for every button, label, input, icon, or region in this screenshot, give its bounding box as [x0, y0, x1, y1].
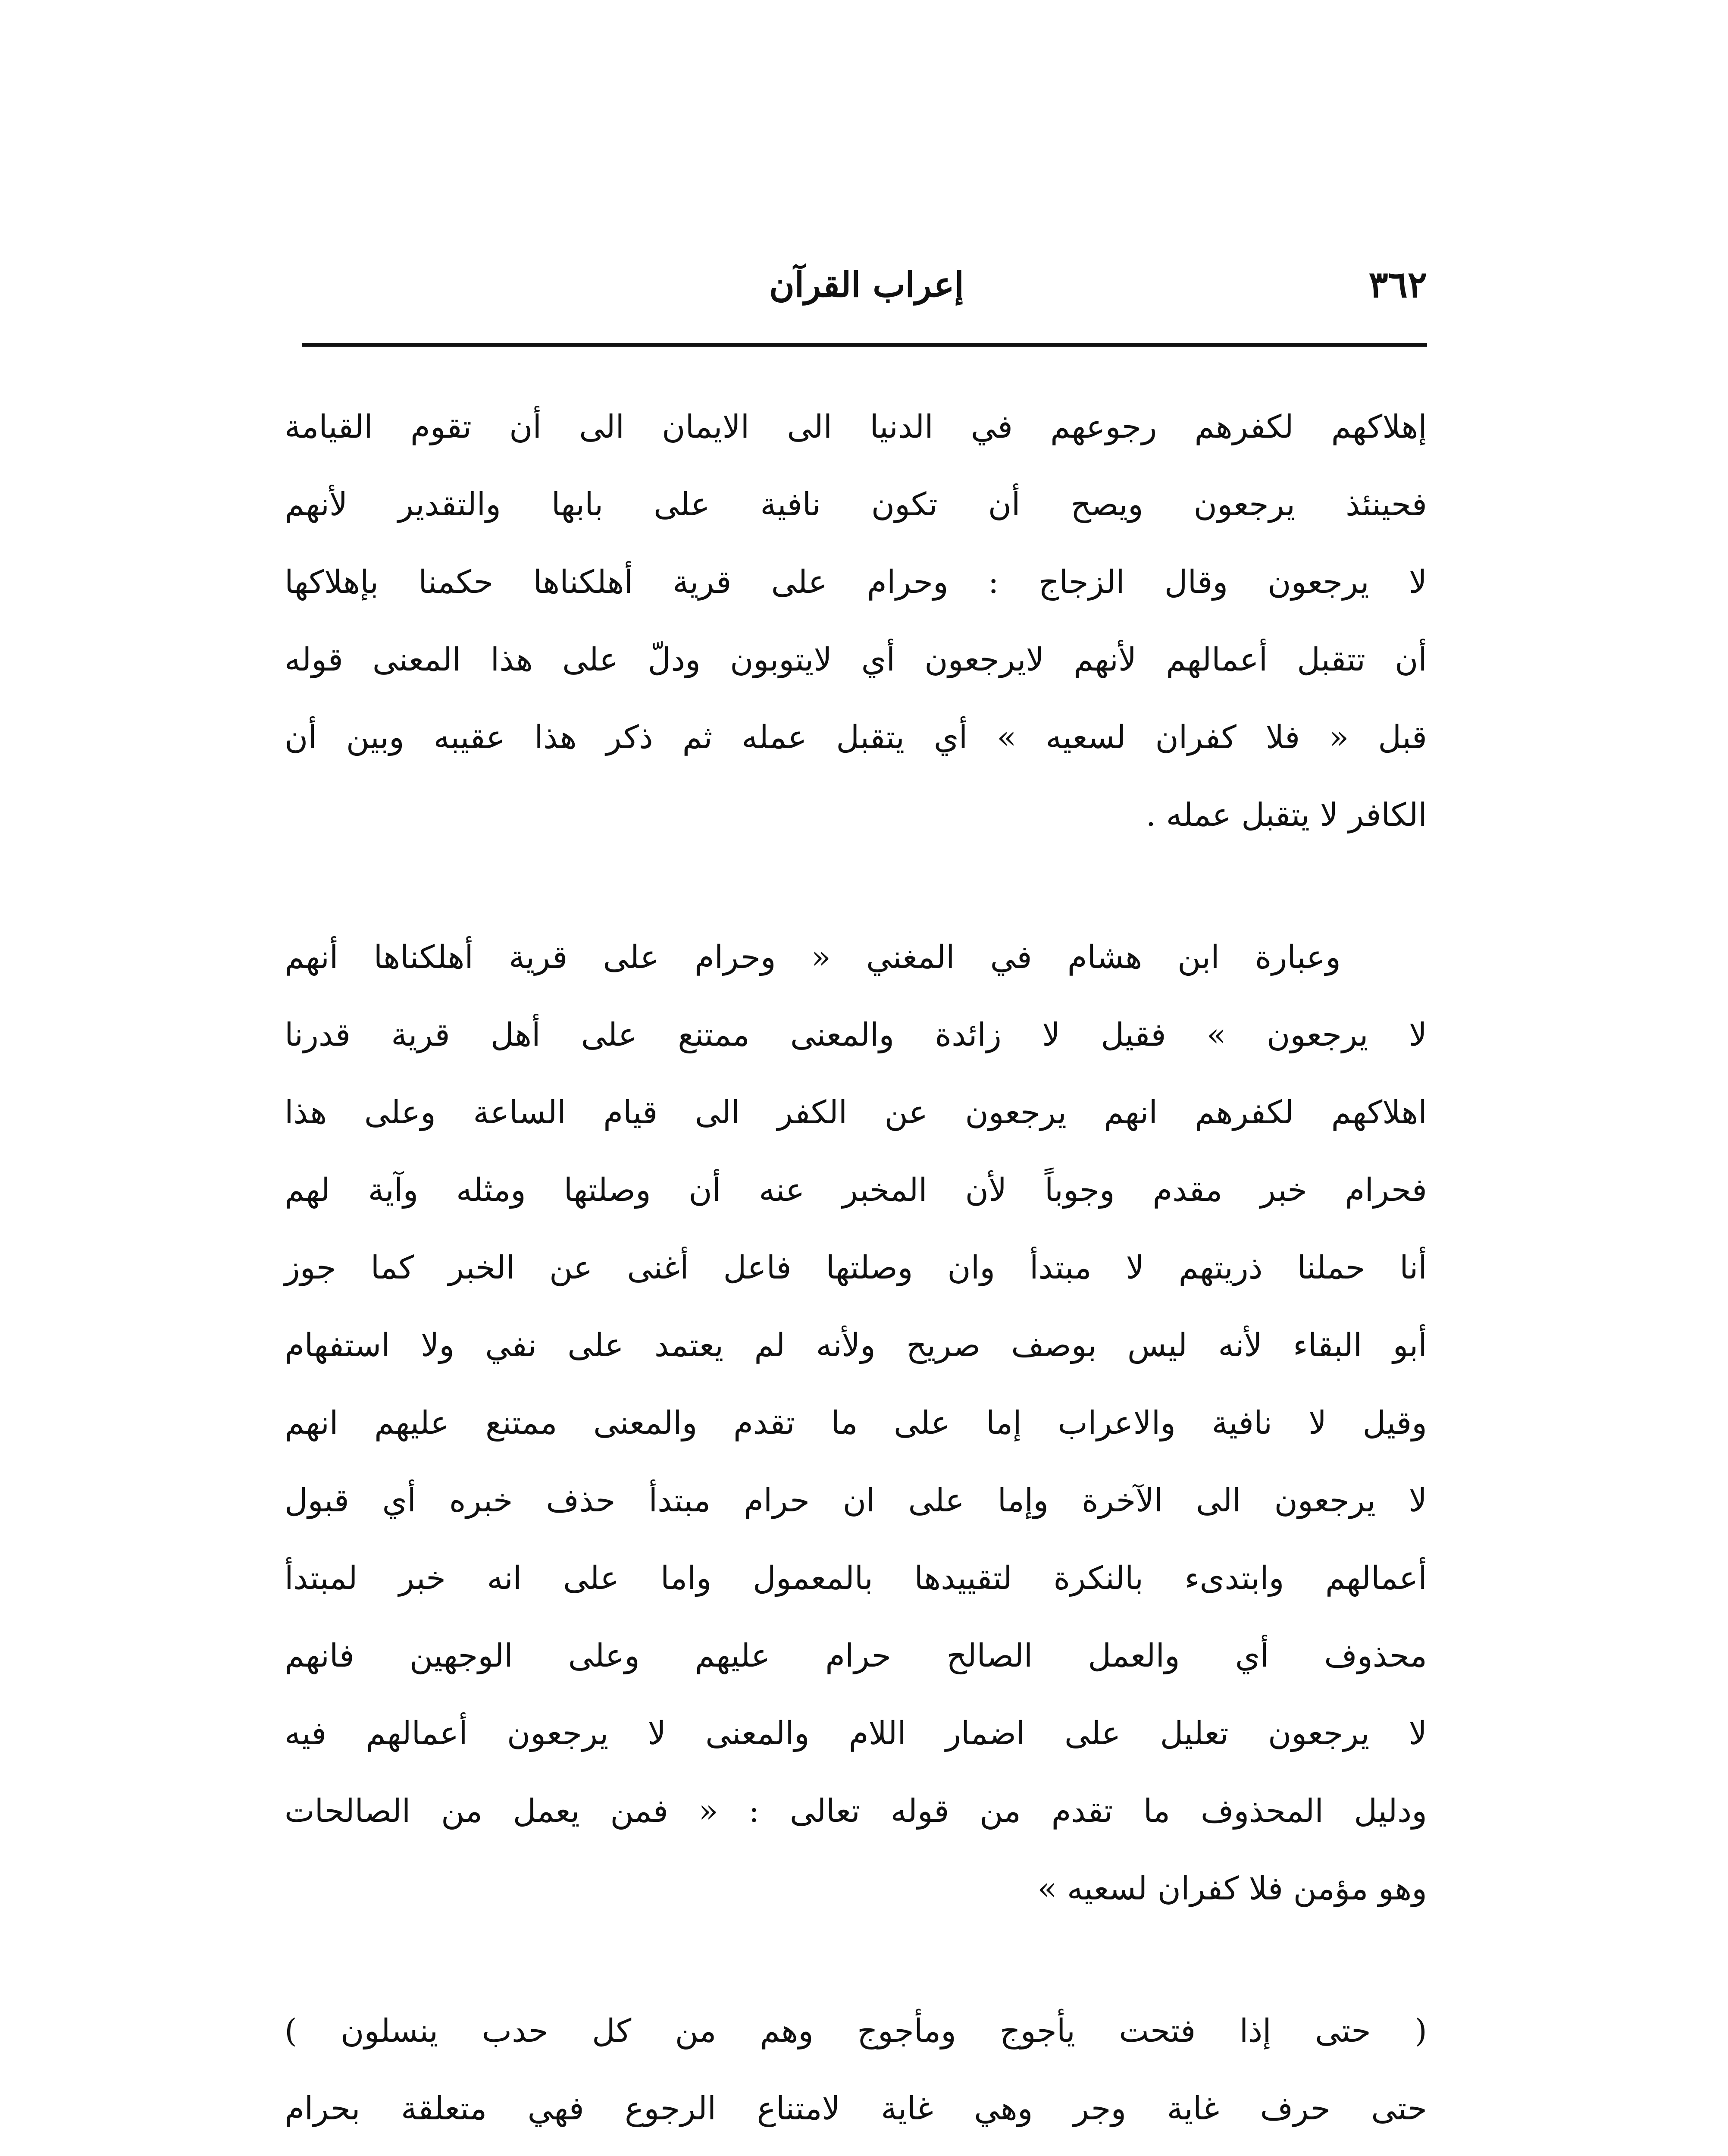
- text-line: الكافر لا يتقبل عمله .: [1146, 796, 1427, 834]
- text-line: فحينئذ يرجعون ويصح أن تكون نافية على بابها والتقدير لأنهم: [285, 486, 1427, 523]
- text-line: أبو البقاء لأنه ليس بوصف صريح ولأنه لم يعتمد على نفي ولا استفهام: [285, 1327, 1427, 1364]
- header-rule: [302, 343, 1427, 347]
- text-line: [285, 2147, 1427, 2156]
- text-line: أنا حملنا ذريتهم لا مبتدأ وان وصلتها فاعل أغنى عن الخبر كما جوز: [285, 1249, 1427, 1286]
- paragraph-1: [285, 388, 1427, 854]
- paragraph-gap: [285, 854, 1427, 918]
- text-line: وهو مؤمن فلا كفران لسعيه »: [1037, 1870, 1427, 1907]
- text-line: ودليل المحذوف ما تقدم من قوله تعالى : « فمن يعمل من الصالحات: [285, 1792, 1427, 1830]
- text-line: قبل « فلا كفران لسعيه » أي يتقبل عمله ثم ذكر هذا عقيبه وبين أن: [285, 719, 1427, 756]
- text-line: اهلاكهم لكفرهم انهم يرجعون عن الكفر الى قيام الساعة وعلى هذا: [285, 1094, 1427, 1131]
- paragraph-gap: [285, 1927, 1427, 1992]
- text-line: لا يرجعون تعليل على اضمار اللام والمعنى لا يرجعون أعمالهم فيه: [285, 1715, 1427, 1752]
- text-line: فحرام خبر مقدم وجوباً لأن المخبر عنه أن وصلتها ومثله وآية لهم: [285, 1172, 1427, 1209]
- body-text: [285, 388, 1427, 2156]
- text-line: لا يرجعون الى الآخرة وإما على ان حرام مبتدأ حذف خبره أي قبول: [285, 1482, 1427, 1519]
- text-line: أن تتقبل أعمالهم لأنهم لايرجعون أي لايتوبون ودلّ على هذا المعنى قوله: [285, 641, 1427, 678]
- verse-line: ( حتى إذا فتحت يأجوج ومأجوج وهم من كل حدب ينسلون ): [285, 2012, 1427, 2049]
- text-line: محذوف أي والعمل الصالح حرام عليهم وعلى الوجهين فانهم: [285, 1637, 1427, 1674]
- text-line: وعبارة ابن هشام في المغني « وحرام على قرية أهلكناها أنهم: [285, 939, 1341, 976]
- page-number: ٣٦٢: [1368, 263, 1427, 306]
- text-line: لا يرجعون » فقيل لا زائدة والمعنى ممتنع على أهل قرية قدرنا: [285, 1016, 1427, 1053]
- running-title: إعراب القرآن: [769, 264, 964, 305]
- paragraph-2: [285, 918, 1427, 1927]
- text-line: حتى حرف غاية وجر وهي غاية لامتناع الرجوع فهي متعلقة بحرام: [285, 2090, 1427, 2127]
- text-line: وقيل لا نافية والاعراب إما على ما تقدم والمعنى ممتنع عليهم انهم: [285, 1404, 1427, 1442]
- text-line: أعمالهم وابتدىء بالنكرة لتقييدها بالمعمول واما على انه خبر لمبتدأ: [285, 1560, 1427, 1597]
- text-line: إهلاكهم لكفرهم رجوعهم في الدنيا الى الايمان الى أن تقوم القيامة: [285, 408, 1427, 445]
- text-line: لا يرجعون وقال الزجاج : وحرام على قرية أهلكناها حكمنا بإهلاكها: [285, 564, 1427, 601]
- page-header: [302, 259, 1427, 310]
- paragraph-3: [285, 1992, 1427, 2156]
